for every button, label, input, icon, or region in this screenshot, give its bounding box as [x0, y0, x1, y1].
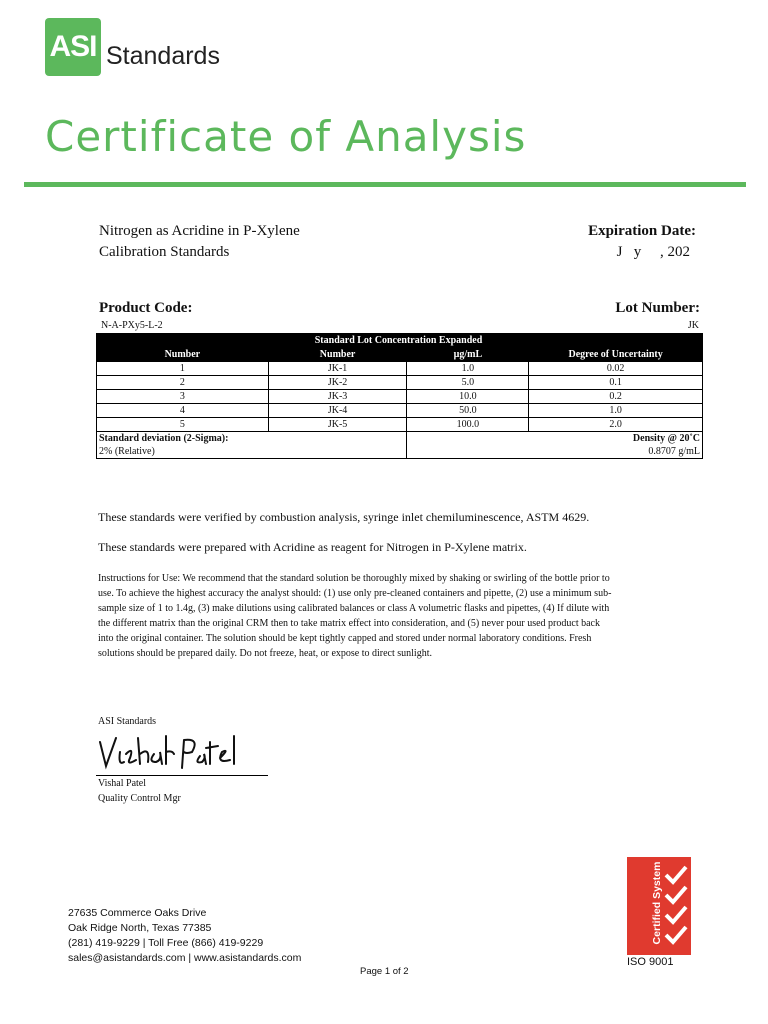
table-row — [97, 376, 703, 390]
cell-concentration: 10.0 — [407, 390, 529, 404]
footer-phone: (281) 419-9229 | Toll Free (866) 419-9229 — [68, 937, 264, 949]
checkmarks-icon — [663, 863, 689, 953]
cell-lot: JK-2 — [268, 376, 407, 390]
signer-role: Quality Control Mgr — [98, 793, 181, 804]
product-code-value: N-A-PXy5-L-2 — [101, 320, 163, 331]
handwritten-signature — [96, 732, 246, 774]
instructions-line: use. To achieve the highest accuracy the analyst should: (1) use only pre-cleaned containers and pipette, (2) use a minimum sub- — [98, 588, 612, 599]
instructions-line: sample size of 1 to 1.4g, (3) make dilutions using calibrated balances or class A volumetric flasks and pipettes, (4) If dilute with — [98, 603, 610, 614]
iso-label: ISO 9001 — [627, 956, 674, 968]
col-header-concentration: µg/mL — [407, 348, 529, 362]
col-header-lot-number: Number — [268, 348, 407, 362]
product-code-label: Product Code: — [99, 300, 193, 316]
instructions — [98, 571, 703, 661]
logo-text: Standards — [106, 42, 220, 70]
cell-concentration: 50.0 — [407, 404, 529, 418]
expiration-label: Expiration Date: — [588, 223, 696, 239]
expiration-value: J y , 202 — [616, 244, 690, 260]
density-label: Density @ 20˚C — [407, 432, 703, 446]
std-dev-label: Standard deviation (2-Sigma): — [97, 432, 407, 446]
preparation-statement: These standards were prepared with Acridine as reagent for Nitrogen in P-Xylene matrix. — [98, 540, 527, 554]
cell-concentration: 1.0 — [407, 362, 529, 376]
cell-uncertainty: 0.2 — [529, 390, 703, 404]
table-row — [97, 404, 703, 418]
density-value: 0.8707 g/mL — [407, 445, 703, 459]
cell-uncertainty: 0.1 — [529, 376, 703, 390]
cell-lot: JK-4 — [268, 404, 407, 418]
col-header-uncertainty: Degree of Uncertainty — [529, 348, 703, 362]
cell-number: 4 — [97, 404, 269, 418]
instructions-line: the different matrix than the original CRM then to take matrix effect into consideration, and (5) never pour used product back — [98, 618, 600, 629]
cell-lot: JK-3 — [268, 390, 407, 404]
page-title: Certificate of Analysis — [45, 112, 527, 161]
product-name: Nitrogen as Acridine in P-Xylene — [99, 223, 300, 239]
cell-number: 5 — [97, 418, 269, 432]
cell-uncertainty: 1.0 — [529, 404, 703, 418]
product-type: Calibration Standards — [99, 244, 230, 260]
page-number: Page 1 of 2 — [360, 966, 409, 977]
title-divider — [24, 182, 746, 187]
verification-statement: These standards were verified by combustion analysis, syringe inlet chemiluminescence, ASTM 4629. — [98, 510, 590, 524]
cell-number: 3 — [97, 390, 269, 404]
signature-org: ASI Standards — [98, 716, 157, 727]
cell-uncertainty: 2.0 — [529, 418, 703, 432]
cell-concentration: 5.0 — [407, 376, 529, 390]
cell-concentration: 100.0 — [407, 418, 529, 432]
cell-number: 2 — [97, 376, 269, 390]
std-dev-value: 2% (Relative) — [97, 445, 407, 459]
footer-address-2: Oak Ridge North, Texas 77385 — [68, 922, 212, 934]
table-row — [97, 390, 703, 404]
col-header-number: Number — [97, 348, 269, 362]
instructions-line: solutions should be prepared daily. Do not freeze, heat, or expose to direct sunlight. — [98, 648, 432, 659]
signer-name: Vishal Patel — [98, 778, 147, 789]
instructions-line: into the original container. The solution should be kept tightly capped and stored under normal laboratory conditions. Fresh — [98, 633, 592, 644]
lot-number-label: Lot Number: — [615, 300, 700, 316]
iso-certified-badge — [627, 857, 691, 955]
footer-address-1: 27635 Commerce Oaks Drive — [68, 907, 207, 919]
cell-lot: JK-1 — [268, 362, 407, 376]
iso-badge-text: Certified System — [651, 861, 663, 945]
cell-number: 1 — [97, 362, 269, 376]
signature-line — [96, 775, 268, 776]
footer-contact: sales@asistandards.com | www.asistandards.com — [68, 952, 302, 964]
cell-uncertainty: 0.02 — [529, 362, 703, 376]
lot-number-value: JK — [687, 320, 699, 331]
table-row — [97, 362, 703, 376]
table-header-top: Standard Lot Concentration Expanded — [97, 334, 703, 348]
concentration-table — [96, 333, 703, 459]
cell-lot: JK-5 — [268, 418, 407, 432]
logo-mark: ASI — [45, 18, 101, 76]
instructions-line: Instructions for Use: We recommend that the standard solution be thoroughly mixed by shaking or swirling of the bottle prior to — [98, 573, 610, 584]
table-row — [97, 418, 703, 432]
